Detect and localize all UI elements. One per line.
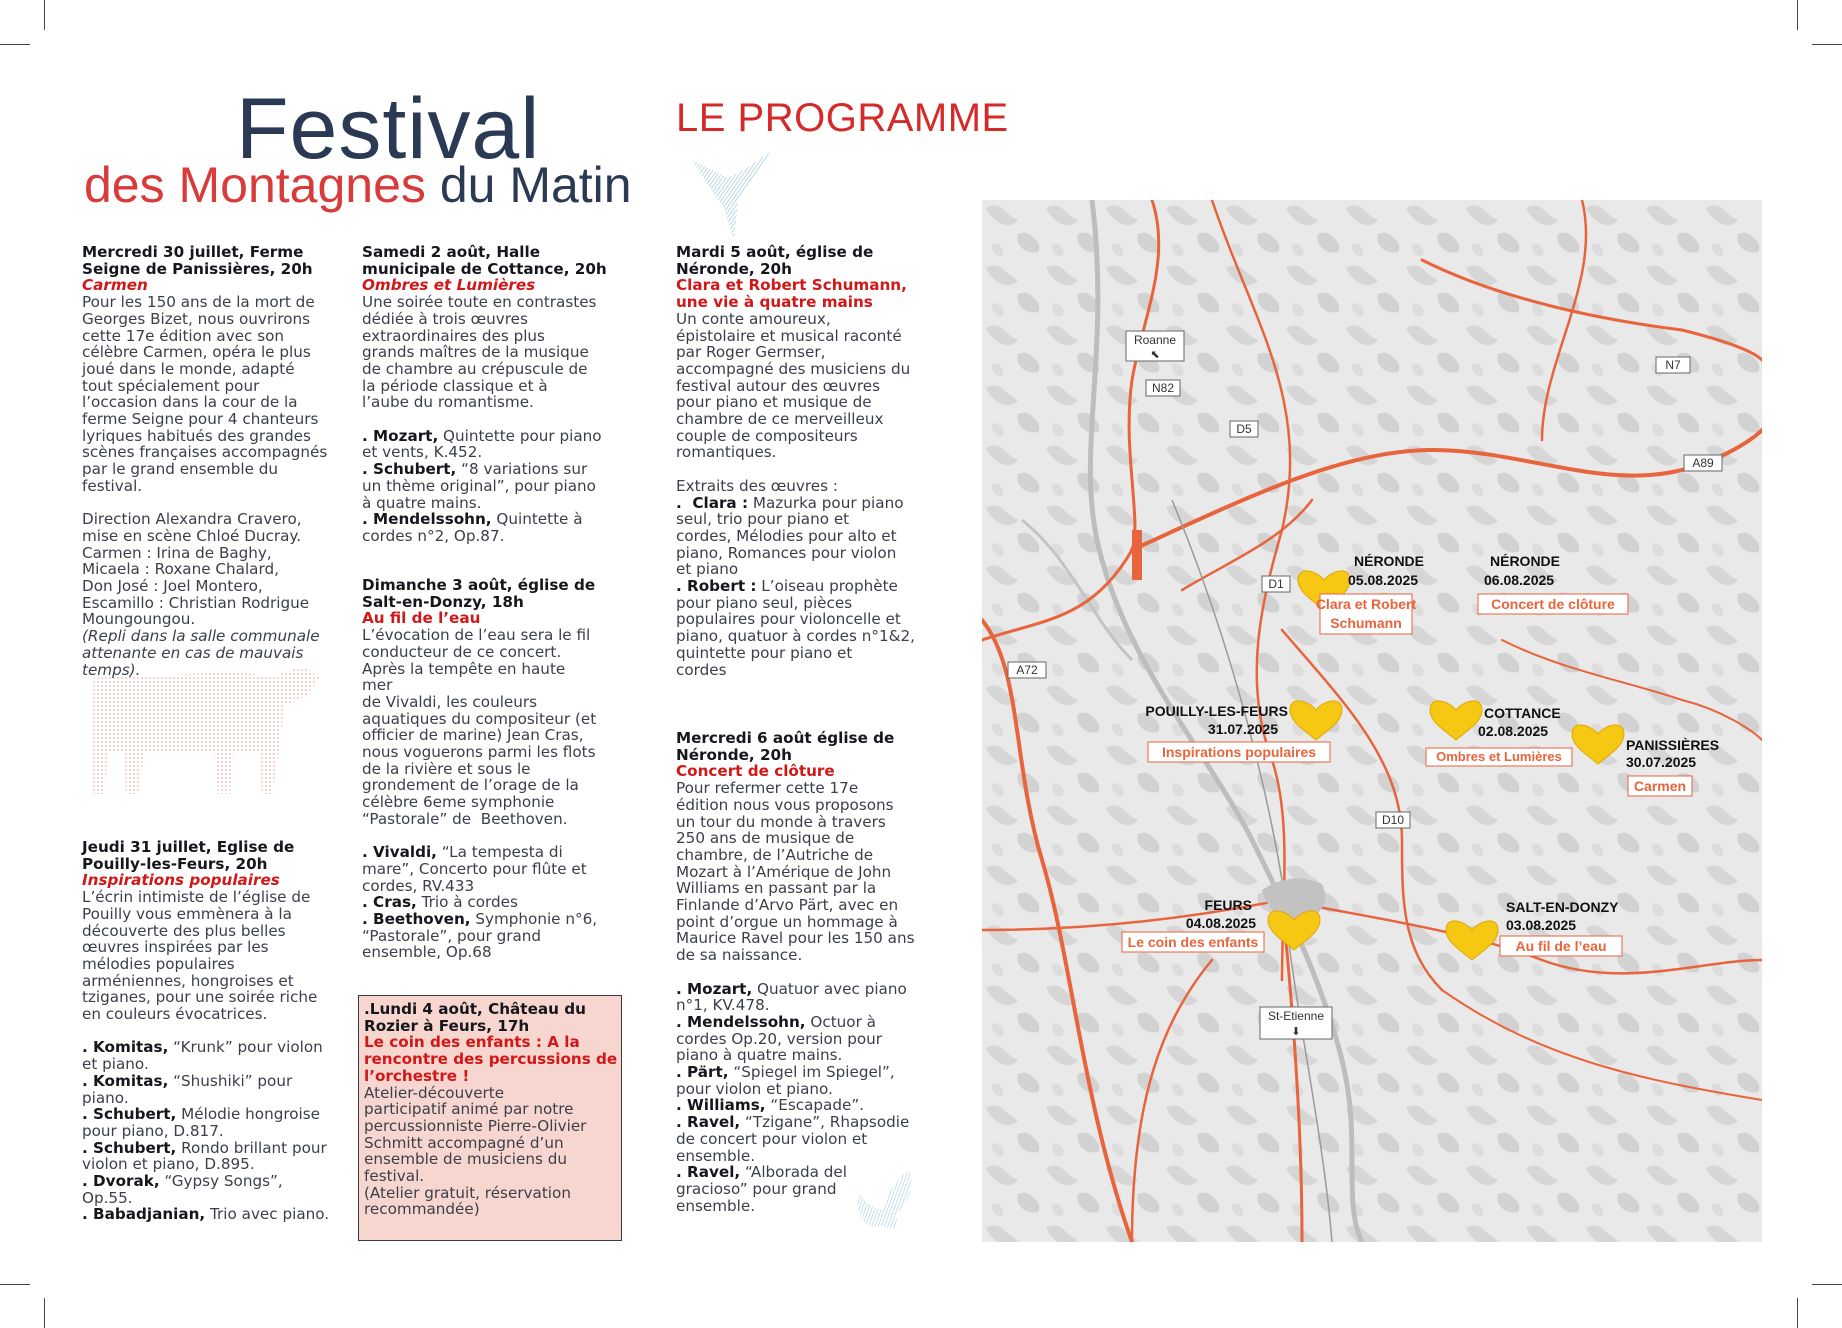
program-column-2 xyxy=(362,244,632,545)
crop-mark xyxy=(1812,44,1842,45)
festival-subtitle-navy: du Matin xyxy=(439,157,632,213)
road-label-text: N7 xyxy=(1665,358,1681,372)
road-label-text: A72 xyxy=(1016,663,1038,677)
event-title: Concert de clôture xyxy=(676,762,835,781)
work-item: . Mozart, Quatuor avec piano n°1, KV.478. xyxy=(676,979,907,1015)
marker-date: 30.07.2025 xyxy=(1626,754,1697,770)
road-label-n82 xyxy=(1146,380,1180,396)
marker-date: 05.08.2025 xyxy=(1348,572,1419,588)
work-item: . Schubert, “8 variations sur un thème original”, pour piano à quatre mains. xyxy=(362,460,596,512)
event-description: Pour les 150 ans de la mort de Georges Bizet, nous ouvrirons cette 17e édition avec son célèbre Carmen, opéra le plus joué dans le monde, adapté tout spécialement pour l’occasion dans la cour de la ferme Seigne pour 4 chanteurs lyriques habitués des grandes scènes françaises accompagnés par le grand ensemble du festival. xyxy=(82,293,328,495)
marker-event: Le coin des enfants xyxy=(1127,934,1259,950)
work-item: . Cras, Trio à cordes xyxy=(362,893,518,912)
work-item: . Schubert, Mélodie hongroise pour piano, D.817. xyxy=(82,1105,321,1140)
event-title: Au fil de l’eau xyxy=(362,609,481,628)
crop-mark xyxy=(1797,0,1798,30)
crop-mark xyxy=(44,1298,45,1328)
marker-date: 06.08.2025 xyxy=(1484,572,1555,588)
work-item: . Williams, “Escapade”. xyxy=(676,1096,865,1115)
marker-place: SALT-EN-DONZY xyxy=(1506,899,1619,915)
festival-title: Festival xyxy=(236,81,541,177)
event-heading: .Lundi 4 août, Château du Rozier à Feurs, 17h xyxy=(364,1000,586,1035)
work-item: . Ravel, “Tzigane”, Rhapsodie de concert pour violon et ensemble. xyxy=(676,1113,910,1165)
work-item: . Mozart, Quintette pour piano et vents, K.452. xyxy=(362,426,602,462)
event-title: Carmen xyxy=(82,276,148,295)
marker-place: POUILLY-LES-FEURS xyxy=(1145,703,1288,719)
kids-workshop-box xyxy=(358,995,622,1241)
road-label-a72 xyxy=(1008,662,1046,678)
work-item: . Clara : Mazurka pour piano seul, trio pour piano et cordes, Mélodies pour alto et piano, Romances pour violon et piano xyxy=(676,493,904,579)
svg-text:⬉: ⬉ xyxy=(1150,349,1160,361)
work-item: . Babadjanian, Trio avec piano. xyxy=(82,1205,330,1224)
marker-place: NÉRONDE xyxy=(1354,553,1425,569)
extracts-label: Extraits des œuvres : xyxy=(676,476,838,495)
work-item: . Beethoven, Symphonie n°6, “Pastorale”, pour grand ensemble, Op.68 xyxy=(362,910,598,962)
event-heading: Mercredi 6 août église de Néronde, 20h xyxy=(676,729,895,764)
marker-event: Au fil de l’eau xyxy=(1515,938,1607,954)
program-column-3 xyxy=(676,244,946,678)
event-description: L’écrin intimiste de l’église de Pouilly vous emmènera à la découverte des plus belles œuvres inspirées par les mélodies populaires arméniennes, hongroises et tziganes, pour une soirée riche en couleurs évocatrices. xyxy=(82,888,318,1024)
marker-date: 03.08.2025 xyxy=(1506,917,1577,933)
event-description: L’évocation de l’eau sera le fil conducteur de ce concert. Après la tempête en haute mer de Vivaldi, les couleurs aquatiques du compositeur (et officier de marine) Jean Cras, nous voguerons parmi les flots de la rivière et sous le grondement de l’orage de la célèbre 6eme symphonie “Pastorale” de Beethoven. xyxy=(362,626,597,828)
marker-event: Concert de clôture xyxy=(1491,596,1615,612)
work-item: . Pärt, “Spiegel im Spiegel”, pour violon et piano. xyxy=(676,1063,895,1098)
work-item: . Komitas, “Krunk” pour violon et piano. xyxy=(82,1038,323,1074)
event-heading: Mardi 5 août, église de Néronde, 20h xyxy=(676,243,874,278)
event-title: Le coin des enfants : A la rencontre des percussions de l’orchestre ! xyxy=(364,1033,618,1085)
work-item: . Ravel, “Alborada del gracioso” pour grand ensemble. xyxy=(676,1163,847,1215)
marker-date: 02.08.2025 xyxy=(1478,723,1549,739)
program-column-3b xyxy=(676,730,946,1214)
event-description: Une soirée toute en contrastes dédiée à trois œuvres extraordinaires des plus grands maîtres de la musique de chambre au crépuscule de la période classique et à l’aube du romantisme. xyxy=(362,293,597,412)
road-label-text: Roanne xyxy=(1133,333,1177,347)
marker-event: Carmen xyxy=(1633,778,1687,794)
festival-map xyxy=(982,200,1762,1242)
marker-date: 04.08.2025 xyxy=(1185,915,1256,931)
festival-subtitle-red: des Montagnes xyxy=(84,157,426,213)
work-item: . Mendelssohn, Octuor à cordes Op.20, version pour piano à quatre mains. xyxy=(676,1012,883,1065)
kids-workshop-text xyxy=(364,1001,616,1218)
event-title: Ombres et Lumières xyxy=(362,276,536,295)
program-column-1 xyxy=(82,244,352,678)
road-label-text: D10 xyxy=(1381,813,1405,827)
event-cast: Direction Alexandra Cravero, mise en scène Chloé Ducray. Carmen : Irina de Baghy, Micaela : Roxane Chalard, Don José : Joel Montero, Escamillo : Christian Rodrigue Moungoungou. xyxy=(82,510,310,629)
program-column-2b xyxy=(362,577,632,961)
road-label-text: N82 xyxy=(1151,381,1175,395)
work-item: . Robert : L’oiseau prophète pour piano seul, pièces populaires pour violoncelle et piano, quatuor à cordes n°1&2, quintette pour piano et cordes xyxy=(676,577,915,679)
work-item: . Vivaldi, “La tempesta di mare”, Concerto pour flûte et cordes, RV.433 xyxy=(362,843,587,895)
event-heading: Jeudi 31 juillet, Eglise de Pouilly-les-Feurs, 20h xyxy=(82,838,295,873)
event-title: Clara et Robert Schumann, une vie à quatre mains xyxy=(676,276,907,312)
road-label-text: A89 xyxy=(1692,456,1714,470)
event-heading: Samedi 2 août, Halle municipale de Cottance, 20h xyxy=(362,243,607,278)
road-label-roanne xyxy=(1126,331,1184,361)
road-label-text: D1 xyxy=(1268,577,1284,591)
festival-subtitle xyxy=(84,157,632,213)
event-note: (Repli dans la salle communale attenante en cas de mauvais temps). xyxy=(82,627,320,679)
marker-place: NÉRONDE xyxy=(1490,553,1561,569)
road-label-d10 xyxy=(1376,812,1410,828)
crop-mark xyxy=(44,0,45,30)
event-description: Atelier-découverte participatif animé par notre percussionniste Pierre-Olivier Schmitt accompagné d’un ensemble de musiciens du festival. (Atelier gratuit, réservation recommandée) xyxy=(364,1083,587,1219)
crop-mark xyxy=(0,1284,30,1285)
marker-place: COTTANCE xyxy=(1484,705,1561,721)
marker-event: Inspirations populaires xyxy=(1161,744,1317,760)
road-label-d5 xyxy=(1230,421,1258,437)
marker-event: Ombres et Lumières xyxy=(1436,749,1562,764)
work-item: . Komitas, “Shushiki” pour piano. xyxy=(82,1071,293,1107)
work-item: . Schubert, Rondo brillant pour violon et piano, D.895. xyxy=(82,1138,327,1174)
event-description: Pour refermer cette 17e édition nous vous proposons un tour du monde à travers 250 ans de musique de chambre, de l’Autriche de Mozart à l’Amérique de John Williams en passant par la Finlande d’Arvo Pärt, avec en point d’orgue un hommage à Maurice Ravel pour les 150 ans de sa naissance. xyxy=(676,779,915,965)
work-item: . Mendelssohn, Quintette à cordes n°2, Op.87. xyxy=(362,510,583,545)
svg-text:⬇: ⬇ xyxy=(1291,1026,1301,1038)
event-heading: Mercredi 30 juillet, Ferme Seigne de Panissières, 20h xyxy=(82,243,313,278)
marker-place: PANISSIÈRES xyxy=(1626,737,1720,753)
event-description: Un conte amoureux, épistolaire et musical raconté par Roger Germser, accompagné des musiciens du festival autour des œuvres pour piano et musique de chambre de ce merveilleux couple de compositeurs romantiques. xyxy=(676,309,911,462)
program-column-1b xyxy=(82,839,352,1223)
road-label-text: St-Etienne xyxy=(1267,1009,1325,1023)
crop-mark xyxy=(1797,1298,1798,1328)
road-label-n7 xyxy=(1656,357,1690,373)
event-heading: Dimanche 3 août, église de Salt-en-Donzy, 18h xyxy=(362,576,596,611)
svg-text:Schumann: Schumann xyxy=(1330,615,1402,631)
marker-date: 31.07.2025 xyxy=(1207,721,1278,737)
road-label-st-etienne xyxy=(1260,1007,1332,1039)
crop-mark xyxy=(1812,1284,1842,1285)
programme-title: LE PROGRAMME xyxy=(676,96,1009,140)
work-item: . Dvorak, “Gypsy Songs”, Op.55. xyxy=(82,1172,283,1207)
crop-mark xyxy=(0,44,30,45)
bird-illustration xyxy=(688,148,780,248)
town-roanne-exit xyxy=(1132,530,1142,580)
event-title: Inspirations populaires xyxy=(82,871,280,890)
marker-place: FEURS xyxy=(1204,897,1252,913)
svg-text:Clara et Robert: Clara et Robert xyxy=(1315,596,1417,612)
road-label-d1 xyxy=(1262,576,1290,592)
road-label-text: D5 xyxy=(1236,422,1252,436)
road-label-a89 xyxy=(1684,455,1722,471)
map-background xyxy=(982,200,1762,1242)
